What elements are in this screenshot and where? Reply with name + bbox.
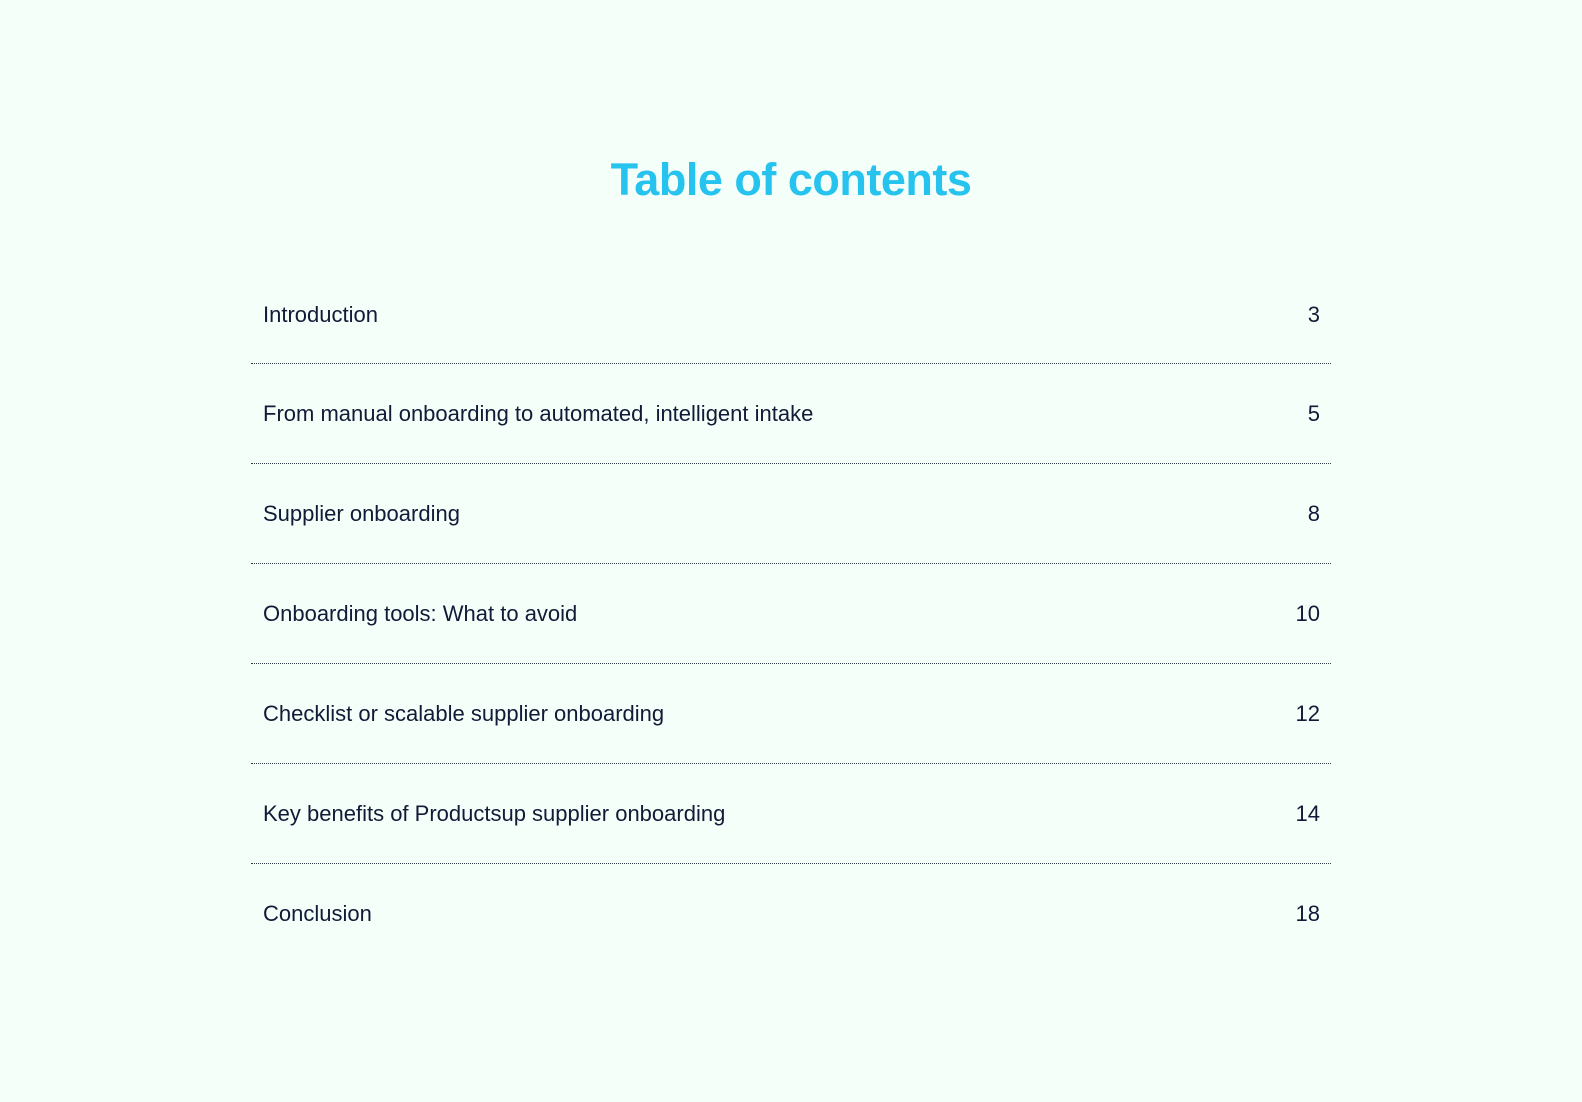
table-of-contents	[251, 262, 1331, 964]
toc-entry-key-benefits[interactable]	[251, 764, 1331, 864]
toc-entry-page-number: 12	[1295, 700, 1320, 726]
toc-entry-introduction[interactable]	[251, 262, 1331, 364]
toc-entry-page-number: 10	[1295, 600, 1320, 626]
toc-entry-label: Conclusion	[263, 901, 372, 926]
toc-entry-checklist[interactable]	[251, 664, 1331, 764]
toc-entry-page-number: 8	[1307, 500, 1320, 526]
toc-entry-label: Supplier onboarding	[263, 500, 460, 526]
toc-entry-label: Introduction	[263, 301, 378, 327]
toc-entry-supplier-onboarding[interactable]	[251, 464, 1331, 564]
toc-entry-label: Key benefits of Productsup supplier onboarding	[263, 800, 726, 826]
toc-entry-manual-to-automated[interactable]	[251, 364, 1331, 464]
toc-entry-onboarding-tools[interactable]	[251, 564, 1331, 664]
toc-entry-page-number: 14	[1295, 800, 1320, 826]
toc-entry-page-number: 18	[1295, 901, 1320, 926]
toc-entry-page-number: 5	[1307, 400, 1320, 426]
toc-entry-page-number: 3	[1307, 301, 1320, 327]
toc-entry-conclusion[interactable]	[251, 864, 1331, 964]
toc-entry-label: From manual onboarding to automated, intelligent intake	[263, 400, 814, 426]
page-title: Table of contents	[610, 154, 972, 205]
toc-entry-label: Checklist or scalable supplier onboarding	[263, 700, 665, 726]
toc-entry-label: Onboarding tools: What to avoid	[263, 600, 578, 626]
